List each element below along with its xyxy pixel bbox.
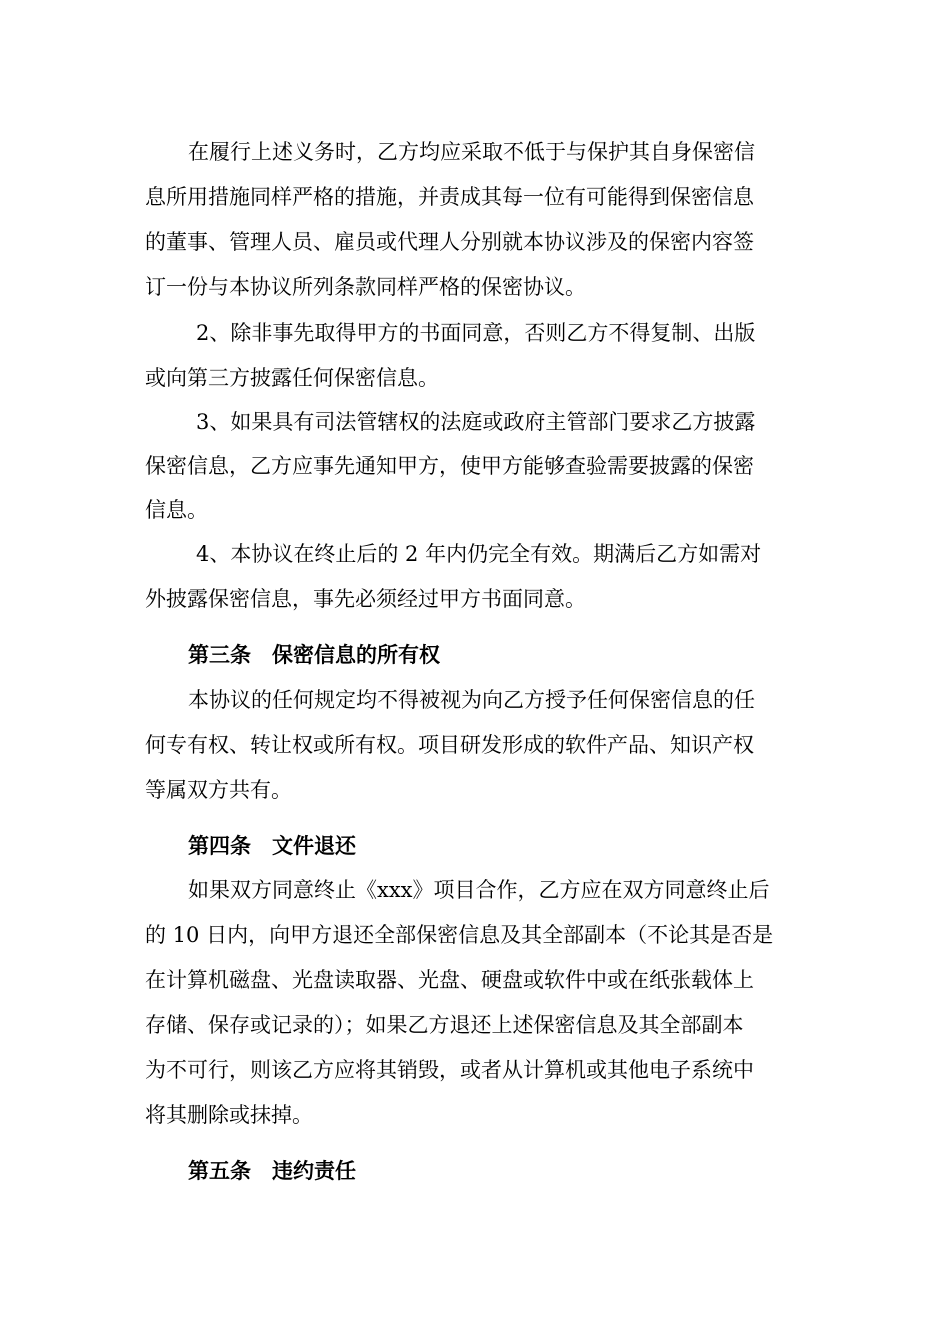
paragraph-line: 信息。: [145, 498, 208, 522]
paragraph-line: 或向第三方披露任何保密信息。: [145, 366, 439, 390]
paragraph-line: 等属双方共有。: [145, 778, 292, 802]
paragraph-line: 订一份与本协议所列条款同样严格的保密协议。: [145, 275, 586, 299]
paragraph-line: 4、本协议在终止后的 2 年内仍完全有效。期满后乙方如需对: [196, 542, 762, 566]
paragraph-line: 如果双方同意终止《xxx》项目合作，乙方应在双方同意终止后: [188, 878, 770, 902]
section-heading: 第五条 违约责任: [188, 1159, 356, 1183]
paragraph-line: 息所用措施同样严格的措施，并责成其每一位有可能得到保密信息: [145, 185, 754, 209]
paragraph-line: 何专有权、转让权或所有权。项目研发形成的软件产品、知识产权: [145, 733, 754, 757]
paragraph-line: 的 10 日内，向甲方退还全部保密信息及其全部副本（不论其是否是: [145, 923, 774, 947]
paragraph-line: 存储、保存或记录的）；如果乙方退还上述保密信息及其全部副本: [145, 1013, 744, 1037]
paragraph-line: 将其删除或抹掉。: [145, 1103, 313, 1127]
section-heading: 第四条 文件退还: [188, 834, 356, 858]
paragraph-line: 本协议的任何规定均不得被视为向乙方授予任何保密信息的任: [188, 688, 755, 712]
paragraph-line: 3、如果具有司法管辖权的法庭或政府主管部门要求乙方披露: [196, 410, 756, 434]
paragraph-line: 2、除非事先取得甲方的书面同意，否则乙方不得复制、出版: [196, 321, 756, 345]
paragraph-line: 保密信息，乙方应事先通知甲方，使甲方能够查验需要披露的保密: [145, 454, 754, 478]
paragraph-line: 在计算机磁盘、光盘读取器、光盘、硬盘或软件中或在纸张载体上: [145, 968, 754, 992]
paragraph-line: 外披露保密信息，事先必须经过甲方书面同意。: [145, 587, 586, 611]
section-heading: 第三条 保密信息的所有权: [188, 643, 440, 667]
paragraph-line: 在履行上述义务时，乙方均应采取不低于与保护其自身保密信: [188, 140, 755, 164]
paragraph-line: 为不可行，则该乙方应将其销毁，或者从计算机或其他电子系统中: [145, 1058, 754, 1082]
paragraph-line: 的董事、管理人员、雇员或代理人分别就本协议涉及的保密内容签: [145, 230, 754, 254]
